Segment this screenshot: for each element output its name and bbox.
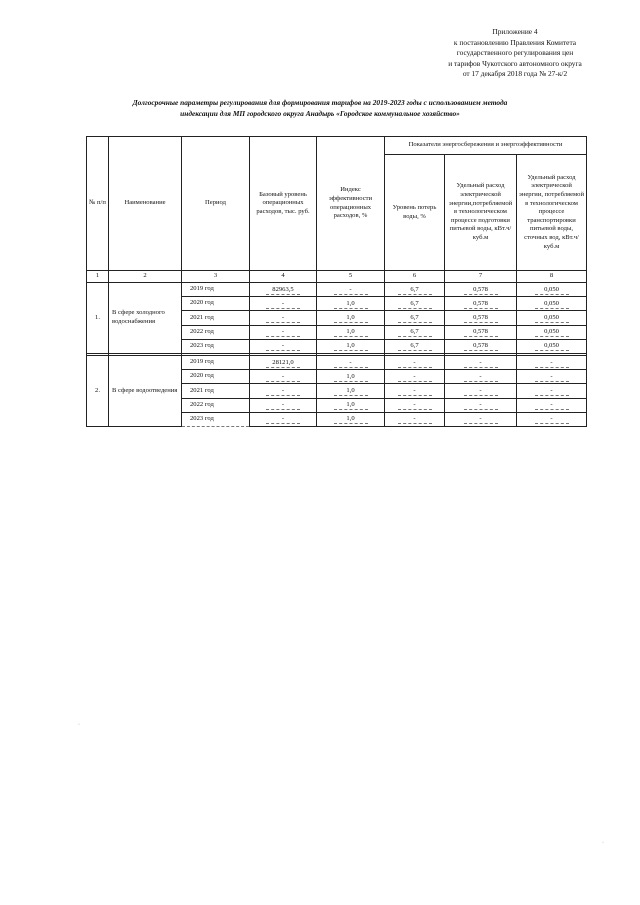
- elec-drinking-value: -: [464, 372, 498, 382]
- group-num: 1.: [87, 283, 109, 354]
- title-line-2: индексации для МП городского округа Анадырь «Городское коммунальное хозяйство»: [180, 109, 460, 118]
- losses-value: 6,7: [398, 285, 432, 295]
- appendix-line: государственного регулирования цен: [456, 48, 574, 57]
- header-index: Индекс эффективности операционных расходов, %: [317, 137, 385, 271]
- col-number: 4: [250, 271, 317, 283]
- header-base: Базовый уровень операционных расходов, тыс. руб.: [250, 137, 317, 271]
- period-cell: 2021 год: [182, 384, 250, 398]
- group-name: В сфере холодного водоснабжения: [109, 283, 182, 354]
- losses-value: -: [398, 414, 432, 424]
- base-value: -: [266, 327, 300, 337]
- table-row: [87, 355, 587, 369]
- header-num: № п/п: [87, 137, 109, 271]
- losses-value: -: [398, 372, 432, 382]
- table-row: [87, 283, 587, 297]
- elec-transport-value: 0,050: [535, 327, 569, 337]
- appendix-line: к постановлению Правления Комитета: [453, 37, 577, 47]
- index-value: 1,0: [334, 341, 368, 351]
- base-value: -: [266, 341, 300, 351]
- elec-drinking-value: -: [464, 414, 498, 424]
- index-value: 1,0: [334, 386, 368, 396]
- elec-drinking-value: 0,578: [464, 285, 498, 295]
- header-elec-transport: Удельный расход электрической энергии, потребляемой в технологическом процессе транспортировки питьевой воды, сточных вод, кВт.ч/куб.м: [517, 155, 587, 271]
- index-value: -: [334, 285, 368, 295]
- base-value: -: [266, 299, 300, 309]
- col-number: 7: [445, 271, 517, 283]
- elec-transport-value: 0,050: [535, 299, 569, 309]
- base-value: 82963,5: [266, 285, 300, 295]
- scan-speck: ·: [602, 840, 604, 846]
- scan-speck: ·: [78, 722, 80, 728]
- index-value: 1,0: [334, 414, 368, 424]
- header-elec-drinking: Удельный расход электрической энергии,потребляемой в технологическом процессе подготовки питьевой воды, кВт.ч/куб.м: [445, 155, 517, 271]
- elec-drinking-value: 0,578: [464, 327, 498, 337]
- period-cell: 2019 год: [182, 355, 250, 369]
- base-value: -: [266, 400, 300, 410]
- index-value: 1,0: [334, 313, 368, 323]
- elec-transport-value: -: [535, 372, 569, 382]
- index-value: -: [334, 358, 368, 368]
- period-cell: 2023 год: [182, 339, 250, 353]
- header-period: Период: [182, 137, 250, 271]
- period-cell: 2020 год: [182, 370, 250, 384]
- col-number: 5: [317, 271, 385, 283]
- base-value: 28121,0: [266, 358, 300, 368]
- elec-transport-value: 0,050: [535, 313, 569, 323]
- header-name: Наименование: [109, 137, 182, 271]
- index-value: 1,0: [334, 327, 368, 337]
- base-value: -: [266, 414, 300, 424]
- appendix-line: и тарифов Чукотского автономного округа: [448, 58, 582, 68]
- period-cell: 2022 год: [182, 325, 250, 339]
- elec-transport-value: -: [535, 386, 569, 396]
- losses-value: -: [398, 400, 432, 410]
- elec-drinking-value: 0,578: [464, 313, 498, 323]
- elec-drinking-value: -: [464, 400, 498, 410]
- col-number: 1: [87, 271, 109, 283]
- elec-transport-value: -: [535, 400, 569, 410]
- elec-transport-value: -: [535, 358, 569, 368]
- losses-value: -: [398, 386, 432, 396]
- period-cell: 2023 год: [182, 412, 250, 426]
- losses-value: 6,7: [398, 341, 432, 351]
- losses-value: 6,7: [398, 327, 432, 337]
- elec-drinking-value: 0,578: [464, 341, 498, 351]
- appendix-block: [420, 27, 610, 80]
- period-cell: 2022 год: [182, 398, 250, 412]
- losses-value: -: [398, 358, 432, 368]
- col-number: 2: [109, 271, 182, 283]
- base-value: -: [266, 386, 300, 396]
- base-value: -: [266, 372, 300, 382]
- period-cell: 2019 год: [182, 283, 250, 297]
- elec-transport-value: 0,050: [535, 341, 569, 351]
- base-value: -: [266, 313, 300, 323]
- title-line-1: Долгосрочные параметры регулирования для формирования тарифов на 2019-2023 годы с использованием метода: [132, 98, 508, 107]
- document-title: [60, 97, 580, 119]
- elec-transport-value: -: [535, 414, 569, 424]
- index-value: 1,0: [334, 299, 368, 309]
- header-losses: Уровень потерь воды, %: [385, 155, 445, 271]
- group-num: 2.: [87, 355, 109, 426]
- losses-value: 6,7: [398, 313, 432, 323]
- col-number: 8: [517, 271, 587, 283]
- period-cell: 2021 год: [182, 311, 250, 325]
- col-number: 6: [385, 271, 445, 283]
- col-number: 3: [182, 271, 250, 283]
- elec-drinking-value: -: [464, 358, 498, 368]
- column-numbers-row: [87, 271, 587, 283]
- period-cell: 2020 год: [182, 297, 250, 311]
- index-value: 1,0: [334, 372, 368, 382]
- elec-transport-value: 0,050: [535, 285, 569, 295]
- parameters-table: [86, 136, 587, 427]
- elec-drinking-value: 0,578: [464, 299, 498, 309]
- appendix-line: от 17 декабря 2018 года № 27-к/2: [462, 69, 568, 78]
- index-value: 1,0: [334, 400, 368, 410]
- losses-value: 6,7: [398, 299, 432, 309]
- appendix-line: Приложение 4: [492, 27, 538, 36]
- header-energy-group: Показатели энергосбережения и энергоэффективности: [385, 137, 587, 155]
- elec-drinking-value: -: [464, 386, 498, 396]
- group-name: В сфере водоотведения: [109, 355, 182, 426]
